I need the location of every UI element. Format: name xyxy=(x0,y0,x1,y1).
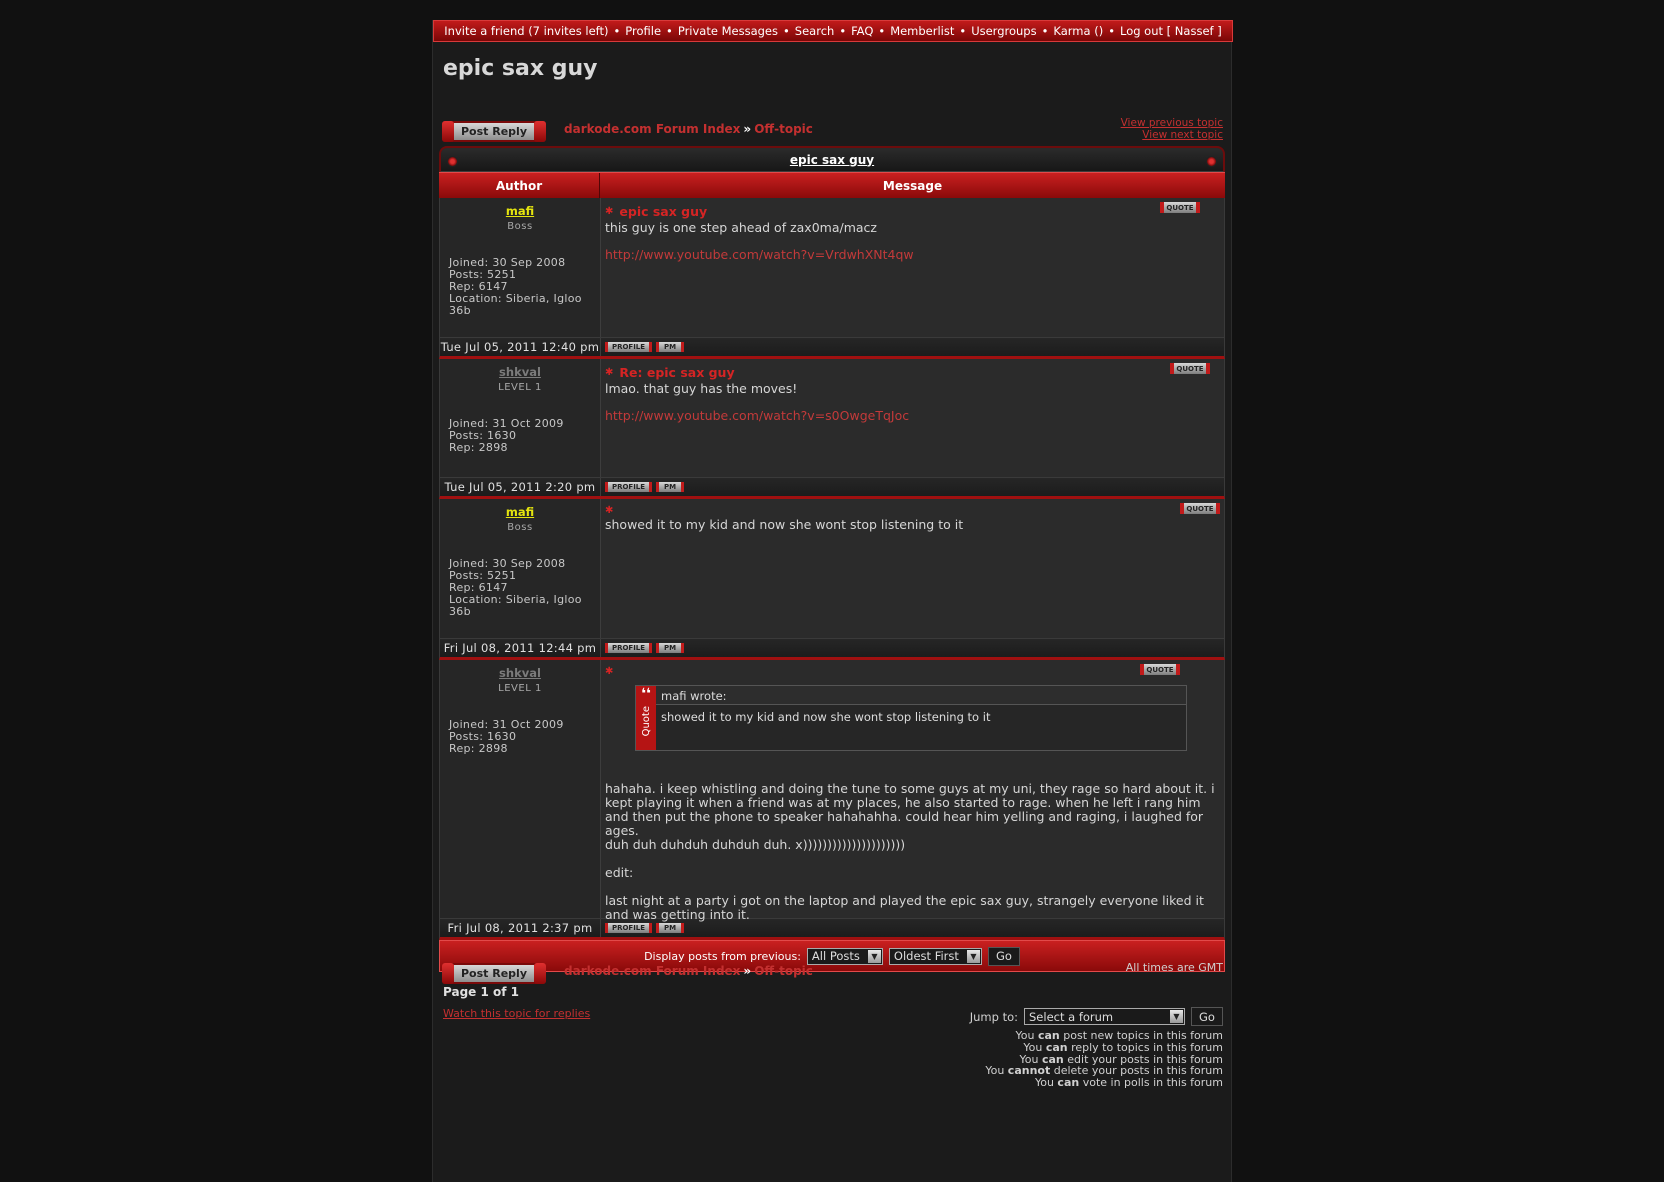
author-stats xyxy=(449,558,591,618)
pm-button[interactable]: PM xyxy=(656,482,684,492)
post-reply-label: Post Reply xyxy=(454,965,534,982)
permission-verb: can xyxy=(1045,1040,1068,1054)
post-date: Fri Jul 08, 2011 2:37 pm xyxy=(440,919,601,937)
pm-button[interactable]: PM xyxy=(656,923,684,933)
nav-usergroups[interactable]: Usergroups xyxy=(971,24,1037,38)
post-subject xyxy=(605,204,1220,219)
nav-separator: • xyxy=(878,24,886,38)
display-label: Display posts from previous: xyxy=(644,949,801,963)
post-message xyxy=(601,660,1224,922)
post-subject-text: epic sax guy xyxy=(619,204,708,219)
post-body-line: showed it to my kid and now she wont stop listening to it xyxy=(605,517,964,532)
post-body-line xyxy=(605,852,1220,866)
post-footer xyxy=(439,638,1225,660)
post-body-line xyxy=(605,880,1220,894)
quote-box xyxy=(635,685,1187,751)
quote-button[interactable]: QUOTE xyxy=(1180,503,1220,514)
message-column-header: Message xyxy=(882,178,943,193)
column-headers xyxy=(439,172,1225,198)
page-title: epic sax guy xyxy=(443,56,598,81)
profile-button[interactable]: PROFILE xyxy=(605,482,652,492)
author-stat: Posts: 1630 xyxy=(449,730,517,743)
view-next-topic-link[interactable]: View next topic xyxy=(1142,129,1223,141)
post-tools xyxy=(601,338,1224,356)
button-cap xyxy=(534,963,546,984)
posts-order-value: Oldest First xyxy=(893,949,959,963)
post-tools xyxy=(601,478,1224,496)
nav-separator: • xyxy=(783,24,790,38)
button-cap xyxy=(534,121,546,142)
permission-prefix: You xyxy=(985,1064,1008,1078)
post-footer xyxy=(439,337,1225,359)
post-author xyxy=(440,660,601,918)
permission-prefix: You xyxy=(1023,1040,1046,1054)
jump-forum-value: Select a forum xyxy=(1029,1009,1114,1024)
post-body-line: last night at a party i got on the laptop and played the epic sax guy, strangely everyone liked it and was getting into it. xyxy=(605,893,1204,922)
post-body xyxy=(605,782,1220,922)
author-stat: Joined: 31 Oct 2009 xyxy=(449,417,564,430)
profile-button[interactable]: PROFILE xyxy=(605,342,652,352)
author-stat: Location: Siberia, Igloo 36b xyxy=(449,593,582,618)
bolt-icon xyxy=(447,156,458,167)
pm-button[interactable]: PM xyxy=(656,643,684,653)
permission-verb: cannot xyxy=(1007,1064,1051,1078)
nav-logout[interactable]: Log out [ Nassef ] xyxy=(1119,24,1222,38)
author-username[interactable]: mafi xyxy=(505,505,535,519)
post-body-line: lmao. that guy has the moves! xyxy=(605,381,798,396)
breadcrumb-forum-index[interactable]: darkode.com Forum Index xyxy=(564,964,741,978)
author-stat: Location: Siberia, Igloo 36b xyxy=(449,292,582,317)
quote-button[interactable]: QUOTE xyxy=(1160,202,1200,213)
nav-separator: • xyxy=(1041,24,1049,38)
breadcrumb-off-topic[interactable]: Off-topic xyxy=(754,964,813,978)
breadcrumb xyxy=(564,122,813,136)
topic-navigation xyxy=(1121,117,1223,141)
nav-separator: • xyxy=(959,24,967,38)
bolt-icon xyxy=(1206,156,1217,167)
post-subject xyxy=(605,365,1220,380)
profile-button[interactable]: PROFILE xyxy=(605,643,652,653)
nav-separator: • xyxy=(1108,24,1115,38)
permission-suffix: reply to topics in this forum xyxy=(1067,1040,1223,1054)
permission-verb: can xyxy=(1057,1076,1080,1090)
quote-sidebar-label: Quote xyxy=(640,706,652,737)
permission-prefix: You xyxy=(1034,1076,1058,1090)
nav-separator: • xyxy=(839,24,847,38)
breadcrumb xyxy=(564,964,813,978)
nav-private-messages[interactable]: Private Messages xyxy=(677,24,778,38)
view-previous-topic-link[interactable]: View previous topic xyxy=(1120,117,1223,129)
post-body-line: this guy is one step ahead of zax0ma/macz xyxy=(605,220,877,235)
post-author xyxy=(440,499,601,638)
permission-line xyxy=(985,1077,1223,1089)
author-stats xyxy=(449,418,591,454)
post-author xyxy=(440,198,601,337)
author-stat: Joined: 31 Oct 2009 xyxy=(449,718,564,731)
author-username[interactable]: mafi xyxy=(505,204,535,218)
post-body-line: edit: xyxy=(605,865,634,880)
post-tools xyxy=(601,639,1224,657)
post-reply-label: Post Reply xyxy=(454,123,534,140)
post-subject xyxy=(605,666,1220,677)
permission-suffix: vote in polls in this forum xyxy=(1079,1076,1223,1090)
author-rank: LEVEL 1 xyxy=(498,683,542,694)
author-stat: Rep: 6147 xyxy=(449,280,508,293)
author-username[interactable]: shkval xyxy=(499,365,541,379)
author-rank: LEVEL 1 xyxy=(498,382,542,393)
post-link[interactable]: http://www.youtube.com/watch?v=VrdwhXNt4qw xyxy=(605,247,914,262)
profile-button[interactable]: PROFILE xyxy=(605,923,652,933)
chevron-down-icon: ▼ xyxy=(967,950,980,963)
quote-button[interactable]: QUOTE xyxy=(1170,363,1210,374)
author-stats xyxy=(449,719,591,755)
post-reply-button[interactable] xyxy=(442,121,546,142)
permission-verb: can xyxy=(1041,1052,1064,1066)
breadcrumb-off-topic[interactable]: Off-topic xyxy=(754,122,813,136)
post-author xyxy=(440,359,601,477)
post-body xyxy=(605,382,1220,423)
post-icon[interactable]: ✱ xyxy=(605,666,614,677)
post xyxy=(439,660,1225,922)
quote-mark-icon: ❛❛ xyxy=(641,686,651,702)
post-body-line: hahaha. i keep whistling and doing the tune to some guys at my uni, they rage so hard about it. i kept playing it when a friend was at my places, he also started to rage. when he left i rang him and then put the phone to speaker hahahahha. could hear him yelling and raging, i laughed for ages. xyxy=(605,781,1215,838)
post-link[interactable]: http://www.youtube.com/watch?v=s0OwgeTqJoc xyxy=(605,408,910,423)
posts-range-value: All Posts xyxy=(811,949,860,963)
display-go-button[interactable]: Go xyxy=(988,947,1020,966)
author-rank: Boss xyxy=(507,221,533,232)
quote-content xyxy=(656,686,1186,750)
timezone-note: All times are GMT xyxy=(1125,961,1223,974)
author-stat: Posts: 5251 xyxy=(449,268,517,281)
author-stat: Joined: 30 Sep 2008 xyxy=(449,557,566,570)
post-message xyxy=(601,359,1224,477)
permission-suffix: post new topics in this forum xyxy=(1059,1029,1223,1042)
page-indicator: Page 1 of 1 xyxy=(443,985,519,999)
permissions-list xyxy=(985,1030,1223,1089)
permission-verb: can xyxy=(1037,1029,1060,1042)
breadcrumb-forum-index[interactable]: darkode.com Forum Index xyxy=(564,122,741,136)
post-icon[interactable]: ✱ xyxy=(605,206,614,217)
post-body xyxy=(605,518,1220,532)
top-navigation xyxy=(433,20,1233,42)
post-body-line: duh duh duhduh duhduh duh. x))))))))))))))))))))) xyxy=(605,837,906,852)
post-date: Fri Jul 08, 2011 12:44 pm xyxy=(440,639,601,657)
jump-to-label: Jump to: xyxy=(969,1009,1018,1024)
nav-invite[interactable]: Invite a friend (7 invites left) xyxy=(444,24,609,38)
post-message xyxy=(601,499,1224,638)
page-container xyxy=(432,20,1232,1182)
posts-range-select[interactable] xyxy=(807,948,883,965)
quote-sidebar xyxy=(636,686,656,750)
permission-prefix: You xyxy=(1019,1052,1042,1066)
nav-profile[interactable]: Profile xyxy=(625,24,662,38)
permission-prefix: You xyxy=(1015,1029,1038,1042)
post-body xyxy=(605,221,1220,262)
author-stats xyxy=(449,257,591,317)
nav-search[interactable]: Search xyxy=(794,24,835,38)
post-subject-text: Re: epic sax guy xyxy=(619,365,735,380)
permission-suffix: delete your posts in this forum xyxy=(1050,1064,1223,1078)
watch-topic-link[interactable]: Watch this topic for replies xyxy=(443,1007,591,1020)
author-stat: Joined: 30 Sep 2008 xyxy=(449,256,566,269)
jump-to-form xyxy=(970,1007,1223,1026)
button-cap xyxy=(442,963,454,984)
author-rank: Boss xyxy=(507,522,533,533)
author-stat: Posts: 5251 xyxy=(449,569,517,582)
post-reply-button[interactable] xyxy=(442,963,546,984)
post-message xyxy=(601,198,1224,337)
author-stat: Rep: 2898 xyxy=(449,441,508,454)
chevron-down-icon: ▼ xyxy=(1170,1010,1183,1023)
author-column-header: Author xyxy=(439,173,600,198)
author-stat: Rep: 6147 xyxy=(449,581,508,594)
post-subject xyxy=(605,505,1220,516)
nav-karma[interactable]: Karma () xyxy=(1053,24,1104,38)
chevron-down-icon: ▼ xyxy=(868,950,881,963)
post-icon[interactable]: ✱ xyxy=(605,505,614,516)
author-stat: Rep: 2898 xyxy=(449,742,508,755)
topic-table xyxy=(439,146,1225,972)
post xyxy=(439,359,1225,477)
post-date: Tue Jul 05, 2011 12:40 pm xyxy=(440,340,600,354)
nav-separator: • xyxy=(666,24,673,38)
button-cap xyxy=(442,121,454,142)
jump-go-button[interactable]: Go xyxy=(1191,1007,1223,1026)
post xyxy=(439,499,1225,638)
jump-forum-select[interactable] xyxy=(1024,1008,1185,1025)
post-icon[interactable]: ✱ xyxy=(605,367,614,378)
author-username[interactable]: shkval xyxy=(499,666,541,680)
posts-order-select[interactable] xyxy=(889,948,982,965)
nav-memberlist[interactable]: Memberlist xyxy=(890,24,955,38)
quote-author: mafi wrote: xyxy=(656,686,1186,705)
breadcrumb-separator: » xyxy=(743,122,752,136)
breadcrumb-separator: » xyxy=(743,964,752,978)
quote-button[interactable]: QUOTE xyxy=(1140,664,1180,675)
table-title-text[interactable]: epic sax guy xyxy=(789,152,875,167)
display-options-bar xyxy=(439,940,1225,972)
nav-faq[interactable]: FAQ xyxy=(851,24,874,38)
pm-button[interactable]: PM xyxy=(656,342,684,352)
quote-text: showed it to my kid and now she wont stop listening to it xyxy=(661,710,991,724)
author-stat: Posts: 1630 xyxy=(449,429,517,442)
permission-suffix: edit your posts in this forum xyxy=(1063,1052,1223,1066)
post-footer xyxy=(439,477,1225,499)
nav-separator: • xyxy=(613,24,621,38)
post-date: Tue Jul 05, 2011 2:20 pm xyxy=(440,478,601,496)
topic-table-title xyxy=(439,146,1225,172)
post xyxy=(439,198,1225,337)
